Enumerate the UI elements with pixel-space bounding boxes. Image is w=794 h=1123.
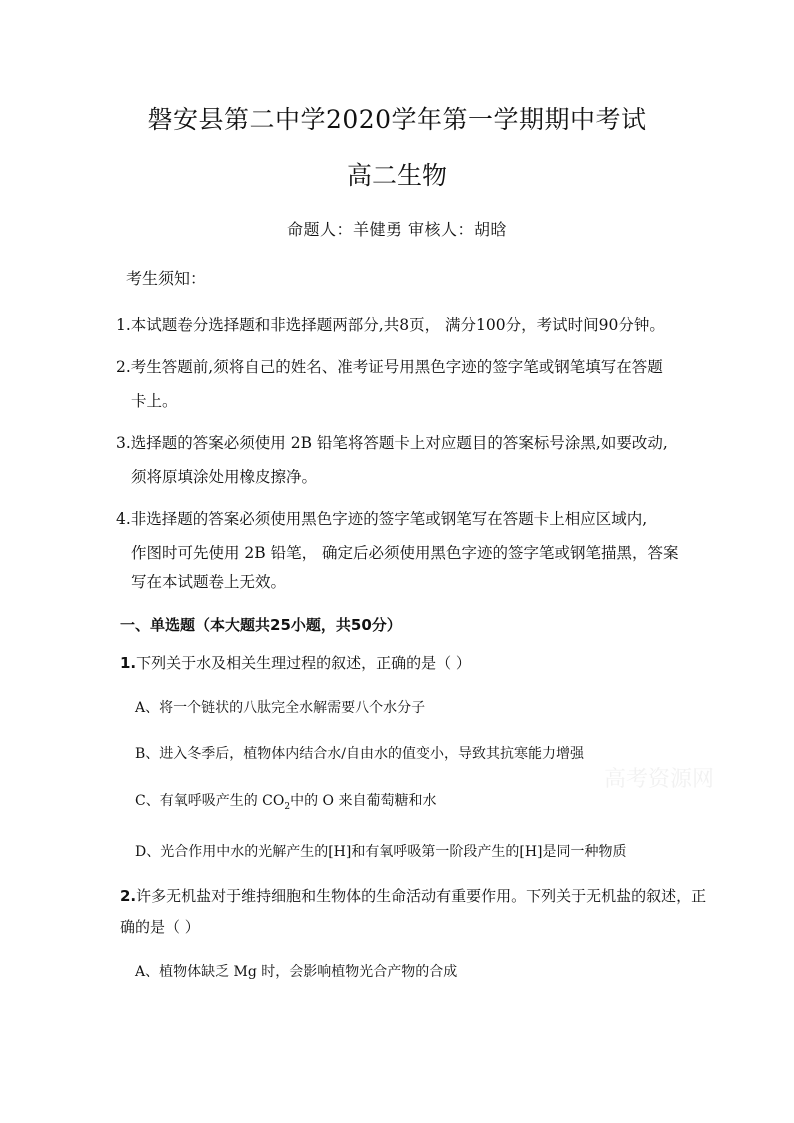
exam-subject: 高二生物 xyxy=(346,161,447,190)
notice-heading: 考生须知： xyxy=(126,269,207,288)
question-number: 1. xyxy=(120,654,137,672)
q1-option-b: B、进入冬季后，植物体内结合水/自由水的值变小，导致其抗寒能力增强 xyxy=(135,746,585,762)
notice-line-2-cont: 卡上。 xyxy=(131,392,178,410)
exam-title: 磐安县第二中学2020学年第一学期期中考试 xyxy=(147,105,647,134)
notice-line-4: 4.非选择题的答案必须使用黑色字迹的签字笔或钢笔写在答题卡上相应区域内, xyxy=(116,510,648,528)
notice-line-3: 3.选择题的答案必须使用 2B 铅笔将答题卡上对应题目的答案标号涂黑,如要改动, xyxy=(116,434,668,452)
q1-option-a: A、将一个链状的八肽完全水解需要八个水分子 xyxy=(135,700,426,716)
q2-option-a: A、植物体缺乏 Mg 时，会影响植物光合产物的合成 xyxy=(135,964,458,980)
subscript: 2 xyxy=(284,801,291,812)
question-2 xyxy=(120,885,706,906)
question-1 xyxy=(120,652,471,673)
question-stem: 下列关于水及相关生理过程的叙述，正确的是（ ） xyxy=(136,654,471,672)
section-heading: 一、单选题（本大题共25小题，共50分） xyxy=(120,616,402,634)
notice-line-4-cont2: 写在本试题卷上无效。 xyxy=(131,573,287,591)
notice-line-4-cont: 作图时可先使用 2B 铅笔， 确定后必须使用黑色字迹的签字笔或钢笔描黑，答案 xyxy=(131,544,679,562)
q1-option-d: D、光合作用中水的光解产生的[H]和有氧呼吸第一阶段产生的[H]是同一种物质 xyxy=(135,844,627,860)
option-text: C、有氧呼吸产生的 CO xyxy=(135,793,285,809)
notice-line-1: 1.本试题卷分选择题和非选择题两部分,共8页， 满分100分，考试时间90分钟。 xyxy=(116,316,665,334)
watermark: 高考资源网 xyxy=(604,767,715,792)
question-2-stem-cont: 确的是（ ） xyxy=(120,918,200,936)
exam-authors: 命题人：羊健勇 审核人：胡晗 xyxy=(286,220,508,239)
notice-line-3-cont: 须将原填涂处用橡皮擦净。 xyxy=(131,468,318,486)
option-text-cont: 中的 O 来自葡萄糖和水 xyxy=(290,793,437,809)
question-stem: 许多无机盐对于维持细胞和生物体的生命活动有重要作用。下列关于无机盐的叙述，正 xyxy=(136,887,707,905)
q1-option-c xyxy=(135,790,436,810)
question-number: 2. xyxy=(120,887,137,905)
notice-line-2: 2.考生答题前,须将自己的姓名、准考证号用黑色字迹的签字笔或钢笔填写在答题 xyxy=(116,358,663,376)
